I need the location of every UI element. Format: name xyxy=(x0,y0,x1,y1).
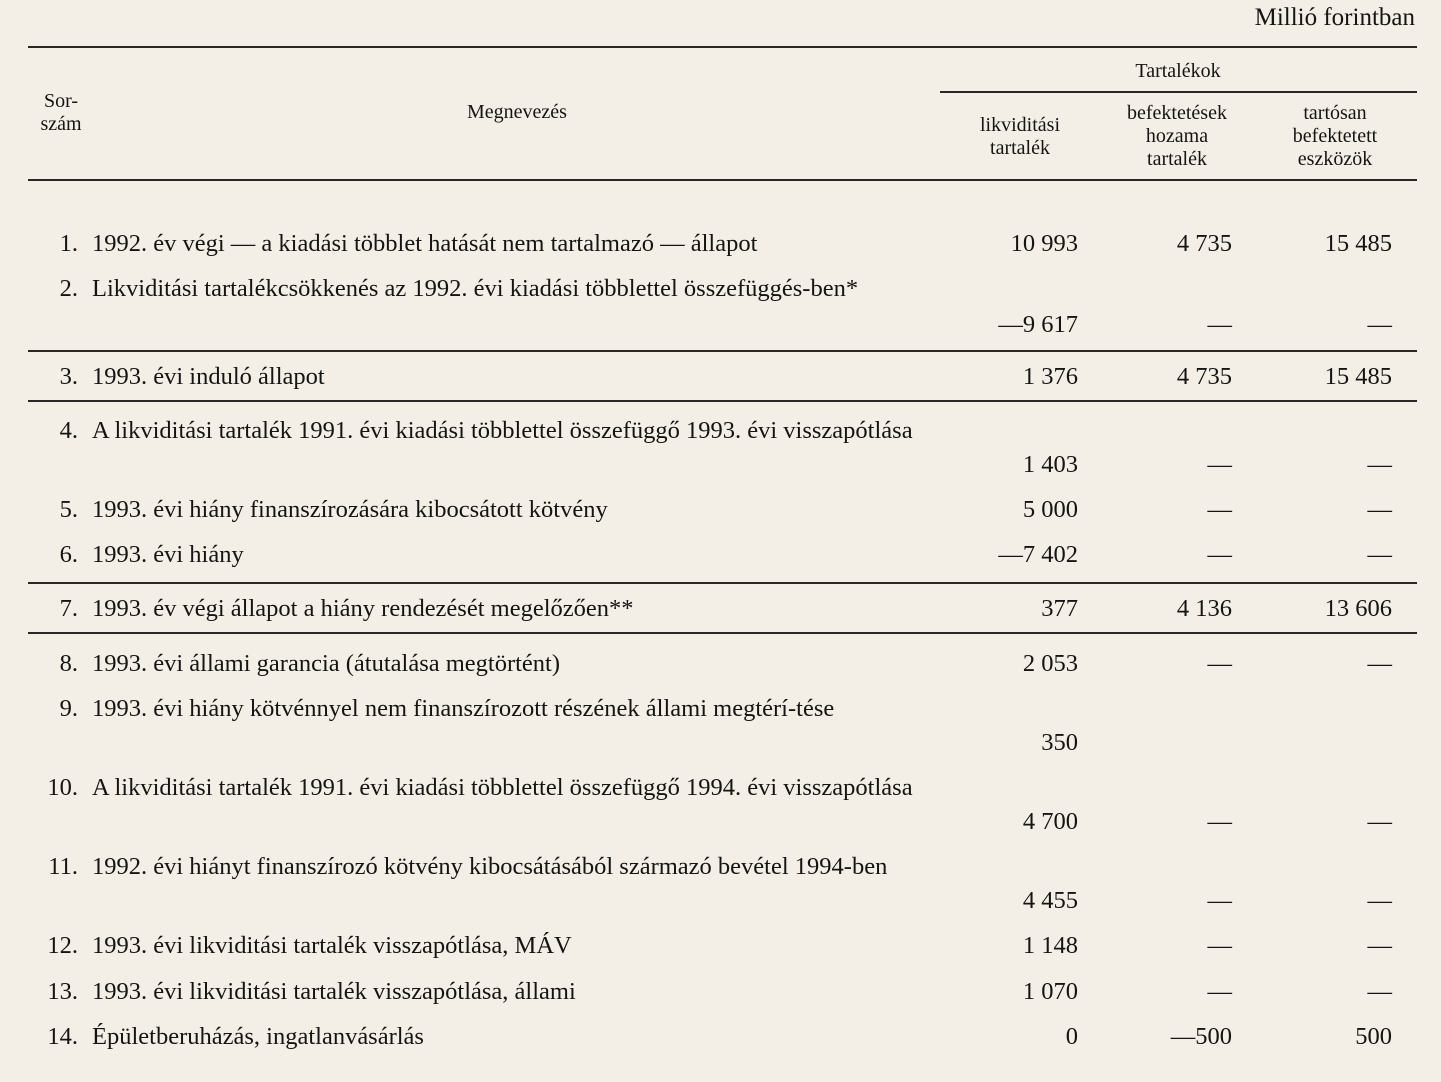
row-label: 1993. évi likviditási tartalék visszapótlása, MÁV xyxy=(92,932,572,959)
row-divider xyxy=(28,400,1417,402)
value-liquidity: 1 070 xyxy=(1022,978,1078,1005)
value-liquidity: 5 000 xyxy=(1022,496,1078,523)
header-col-investment-yield: befektetések hozama tartalék xyxy=(1127,102,1227,170)
row-label: 1993. évi induló állapot xyxy=(92,363,325,390)
value-investment-yield: — xyxy=(1207,887,1232,914)
value-liquidity: 350 xyxy=(1041,729,1078,756)
header-reserves-group: Tartalékok xyxy=(1135,60,1221,82)
value-liquidity: 1 148 xyxy=(1022,932,1078,959)
value-investment-yield: — xyxy=(1207,311,1232,338)
value-liquidity: 2 053 xyxy=(1022,650,1078,677)
value-liquidity: 10 993 xyxy=(1010,230,1078,257)
value-investment-yield: — xyxy=(1207,451,1232,478)
header-group-rule xyxy=(940,91,1417,93)
row-label: 1993. évi hiány kötvénnyel nem finanszírozott részének állami megtérí-tése xyxy=(92,695,835,722)
value-long-term-assets: — xyxy=(1367,496,1392,523)
value-investment-yield: 4 735 xyxy=(1176,230,1232,257)
value-long-term-assets: 15 485 xyxy=(1324,363,1392,390)
value-investment-yield: 4 136 xyxy=(1176,595,1232,622)
value-liquidity: 0 xyxy=(1065,1023,1078,1050)
row-number: 1. xyxy=(59,230,78,257)
value-long-term-assets: 15 485 xyxy=(1324,230,1392,257)
row-number: 11. xyxy=(48,853,78,880)
row-number: 10. xyxy=(47,774,78,801)
row-label: 1992. évi hiányt finanszírozó kötvény kibocsátásából származó bevétel 1994-ben xyxy=(92,853,888,880)
value-investment-yield: — xyxy=(1207,932,1232,959)
value-investment-yield: — xyxy=(1207,541,1232,568)
header-row-number: Sor- szám xyxy=(40,90,82,135)
header-name: Megnevezés xyxy=(467,101,567,123)
row-label: 1993. évi likviditási tartalék visszapótlása, állami xyxy=(92,978,576,1005)
value-long-term-assets: — xyxy=(1367,978,1392,1005)
row-label: Likviditási tartalékcsökkenés az 1992. évi kiadási többlettel összefüggés-ben* xyxy=(92,275,859,302)
header-col-liquidity: likviditási tartalék xyxy=(980,114,1060,159)
row-number: 8. xyxy=(59,650,78,677)
row-number: 9. xyxy=(59,695,78,722)
unit-label: Millió forintban xyxy=(1254,4,1415,31)
row-label: A likviditási tartalék 1991. évi kiadási többlettel összefüggő 1993. évi visszapótlása xyxy=(92,417,913,444)
value-investment-yield: — xyxy=(1207,650,1232,677)
value-investment-yield: 4 735 xyxy=(1176,363,1232,390)
value-long-term-assets: — xyxy=(1367,451,1392,478)
value-long-term-assets: — xyxy=(1367,932,1392,959)
row-divider xyxy=(28,350,1417,352)
value-investment-yield: — xyxy=(1207,808,1232,835)
value-long-term-assets: — xyxy=(1367,650,1392,677)
row-label: A likviditási tartalék 1991. évi kiadási többlettel összefüggő 1994. évi visszapótlása xyxy=(92,774,913,801)
row-divider xyxy=(28,632,1417,634)
top-rule xyxy=(28,46,1417,48)
value-liquidity: 4 700 xyxy=(1022,808,1078,835)
row-number: 13. xyxy=(47,978,78,1005)
value-liquidity: 377 xyxy=(1041,595,1078,622)
value-investment-yield: — xyxy=(1207,978,1232,1005)
value-liquidity: 1 403 xyxy=(1022,451,1078,478)
value-long-term-assets: 500 xyxy=(1355,1023,1392,1050)
row-number: 12. xyxy=(47,932,78,959)
value-long-term-assets: — xyxy=(1367,887,1392,914)
row-number: 5. xyxy=(59,496,78,523)
row-number: 14. xyxy=(47,1023,78,1050)
row-number: 3. xyxy=(59,363,78,390)
header-bottom-rule xyxy=(28,179,1417,181)
value-liquidity: 4 455 xyxy=(1022,887,1078,914)
row-divider xyxy=(28,582,1417,584)
row-number: 6. xyxy=(59,541,78,568)
value-long-term-assets: — xyxy=(1367,808,1392,835)
value-liquidity: —9 617 xyxy=(998,311,1078,338)
header-col-long-term-assets: tartósan befektetett eszközök xyxy=(1292,102,1378,170)
value-long-term-assets: 13 606 xyxy=(1324,595,1392,622)
row-number: 7. xyxy=(59,595,78,622)
value-liquidity: 1 376 xyxy=(1022,363,1078,390)
row-label: 1993. évi hiány finanszírozására kibocsátott kötvény xyxy=(92,496,608,523)
row-number: 2. xyxy=(59,275,78,302)
row-label: 1992. év végi — a kiadási többlet hatását nem tartalmazó — állapot xyxy=(92,230,758,257)
value-liquidity: —7 402 xyxy=(998,541,1078,568)
value-long-term-assets: — xyxy=(1367,541,1392,568)
row-label: 1993. év végi állapot a hiány rendezését megelőzően** xyxy=(92,595,634,622)
row-label: 1993. évi hiány xyxy=(92,541,244,568)
row-label: Épületberuházás, ingatlanvásárlás xyxy=(92,1023,424,1050)
row-label: 1993. évi állami garancia (átutalása megtörtént) xyxy=(92,650,561,677)
value-long-term-assets: — xyxy=(1367,311,1392,338)
value-investment-yield: — xyxy=(1207,496,1232,523)
row-number: 4. xyxy=(59,417,78,444)
value-investment-yield: —500 xyxy=(1170,1023,1232,1050)
